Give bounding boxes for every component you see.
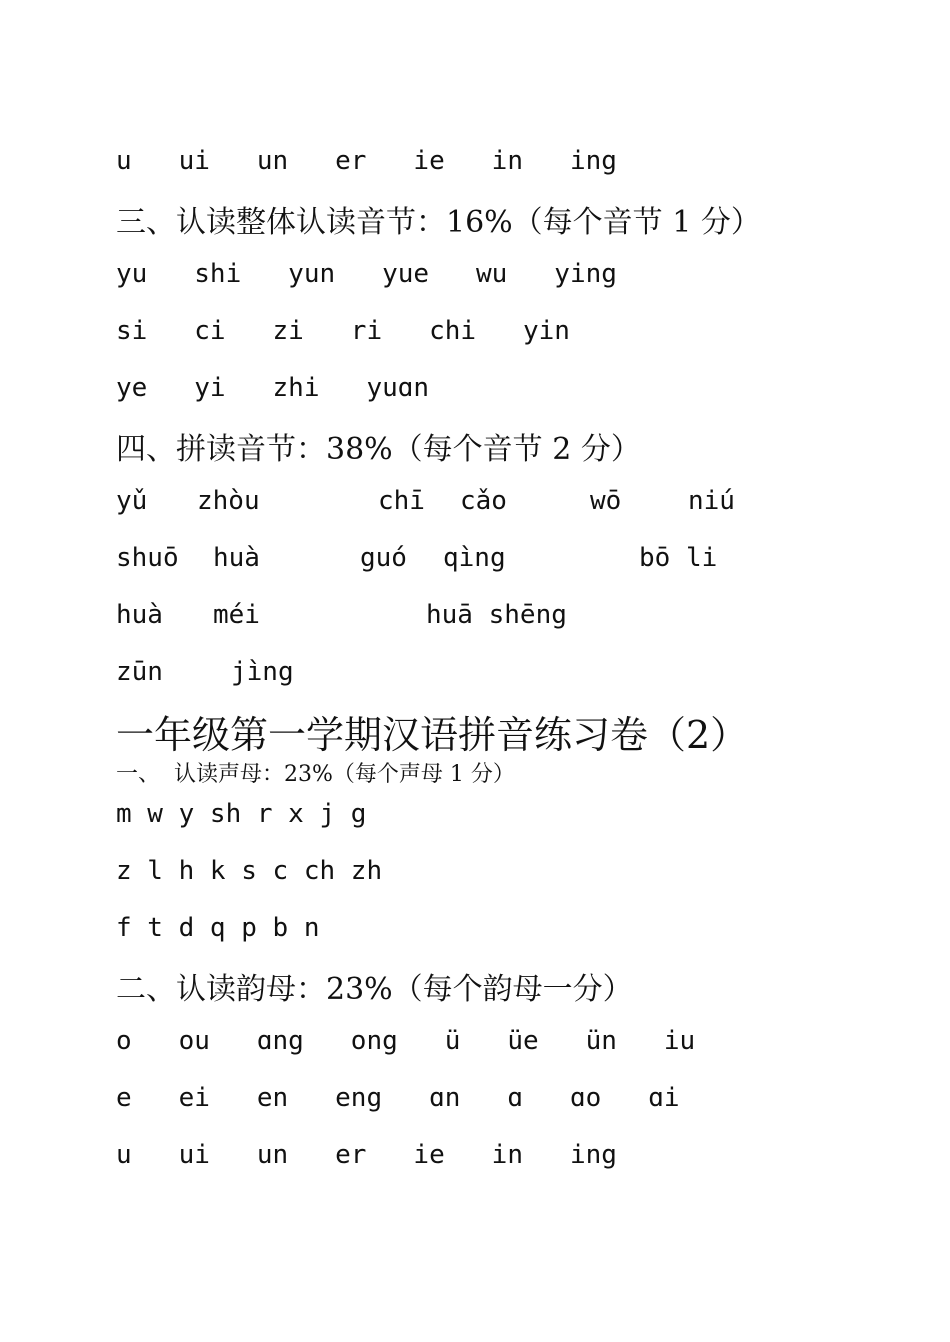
- section-4-heading: 四、拼读音节：38%（每个音节 2 分）: [116, 432, 641, 467]
- section-2-heading: 二、认读韵母：23%（每个韵母一分）: [116, 972, 633, 1007]
- section-1-heading: 一、 认读声母：23%（每个声母 1 分）: [116, 762, 515, 787]
- syllable-line-3: ye yi zhi yuɑn: [116, 373, 430, 403]
- initials-line-1: m w y sh r x j g: [116, 799, 367, 829]
- spelling-word: shuō: [116, 543, 179, 573]
- spelling-word: méi: [213, 600, 260, 630]
- initials-line-2: z l h k s c ch zh: [116, 856, 383, 886]
- spelling-word: wō: [590, 486, 622, 516]
- spelling-word: niú: [688, 486, 735, 516]
- paper-title: 一年级第一学期汉语拼音练习卷（2）: [116, 713, 749, 757]
- spelling-word: qìng: [443, 543, 506, 573]
- finals-line-1: o ou ɑng ong ü üe ün iu: [116, 1026, 696, 1056]
- initials-line-3: f t d q p b n: [116, 913, 320, 943]
- spelling-word: huà: [213, 543, 260, 573]
- section-3-heading: 三、认读整体认读音节：16%（每个音节 1 分）: [116, 205, 761, 240]
- syllable-line-1: yu shi yun yue wu ying: [116, 259, 617, 289]
- spelling-word: zūn: [116, 657, 163, 687]
- spelling-word: bō li: [639, 543, 718, 573]
- spelling-word: huā shēng: [426, 600, 567, 630]
- spelling-word: guó: [360, 543, 407, 573]
- finals-line-2: e ei en eng ɑn ɑ ɑo ɑi: [116, 1083, 680, 1113]
- spelling-word: huà: [116, 600, 163, 630]
- spelling-word: cǎo: [460, 486, 507, 516]
- finals-line-3: u ui un er ie in ing: [116, 1140, 617, 1170]
- spelling-word: yǔ: [116, 486, 148, 516]
- finals-line-u: u ui un er ie in ing: [116, 146, 617, 176]
- spelling-word: jìng: [231, 657, 294, 687]
- syllable-line-2: si ci zi ri chi yin: [116, 316, 570, 346]
- spelling-word: zhòu: [197, 486, 260, 516]
- spelling-word: chī: [378, 486, 425, 516]
